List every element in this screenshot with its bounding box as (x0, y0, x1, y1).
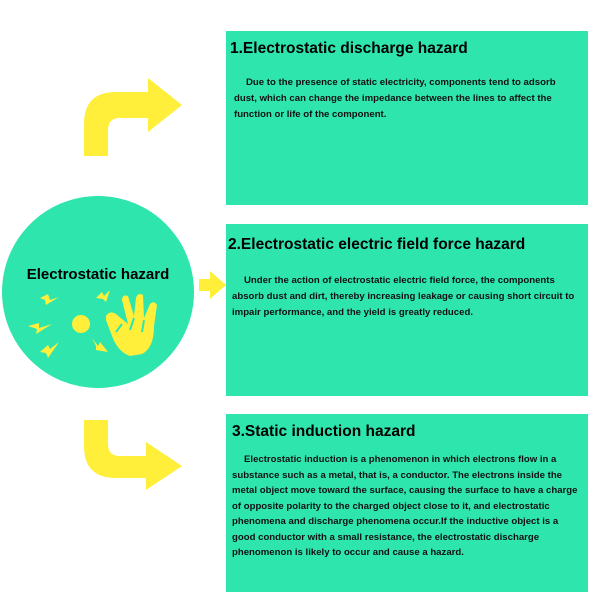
panel-body: Due to the presence of static electricity, components tend to adsorb dust, which can change the impedance between the lines to affect the function or life of the component. (234, 77, 556, 120)
arrow-right-icon (198, 270, 228, 300)
panel-title: 2.Electrostatic electric field force hazard (228, 236, 526, 253)
panel-body: Electrostatic induction is a phenomenon in which electrons flow in a substance such as a metal, that is, a conductor. The electrons inside the metal object move toward the surface, causing the surface to have a charge of opposite polarity to the charged object close to it, and electrostatic phenomena and discharge phenomena occur.If the inductive object is a good conductor with a small resistance, the electrostatic discharge phenomenon is likely to occur and cause a hazard. (232, 454, 578, 558)
panel-electrostatic-discharge (226, 31, 588, 205)
curved-arrow-up-right-icon (78, 76, 188, 160)
electrostatic-spark-hand-icon (26, 290, 166, 368)
hazard-hub-circle (2, 196, 194, 388)
hub-title: Electrostatic hazard (26, 266, 170, 283)
panel-electric-field-force (226, 224, 588, 396)
panel-title: 1.Electrostatic discharge hazard (230, 40, 468, 57)
panel-static-induction (226, 414, 588, 592)
panel-body: Under the action of electrostatic electric field force, the components absorb dust and dirt, thereby increasing leakage or causing short circuit to impair performance, and the yield is greatly reduced. (232, 275, 575, 318)
panel-title: 3.Static induction hazard (232, 423, 416, 440)
curved-arrow-down-right-icon (78, 418, 188, 494)
